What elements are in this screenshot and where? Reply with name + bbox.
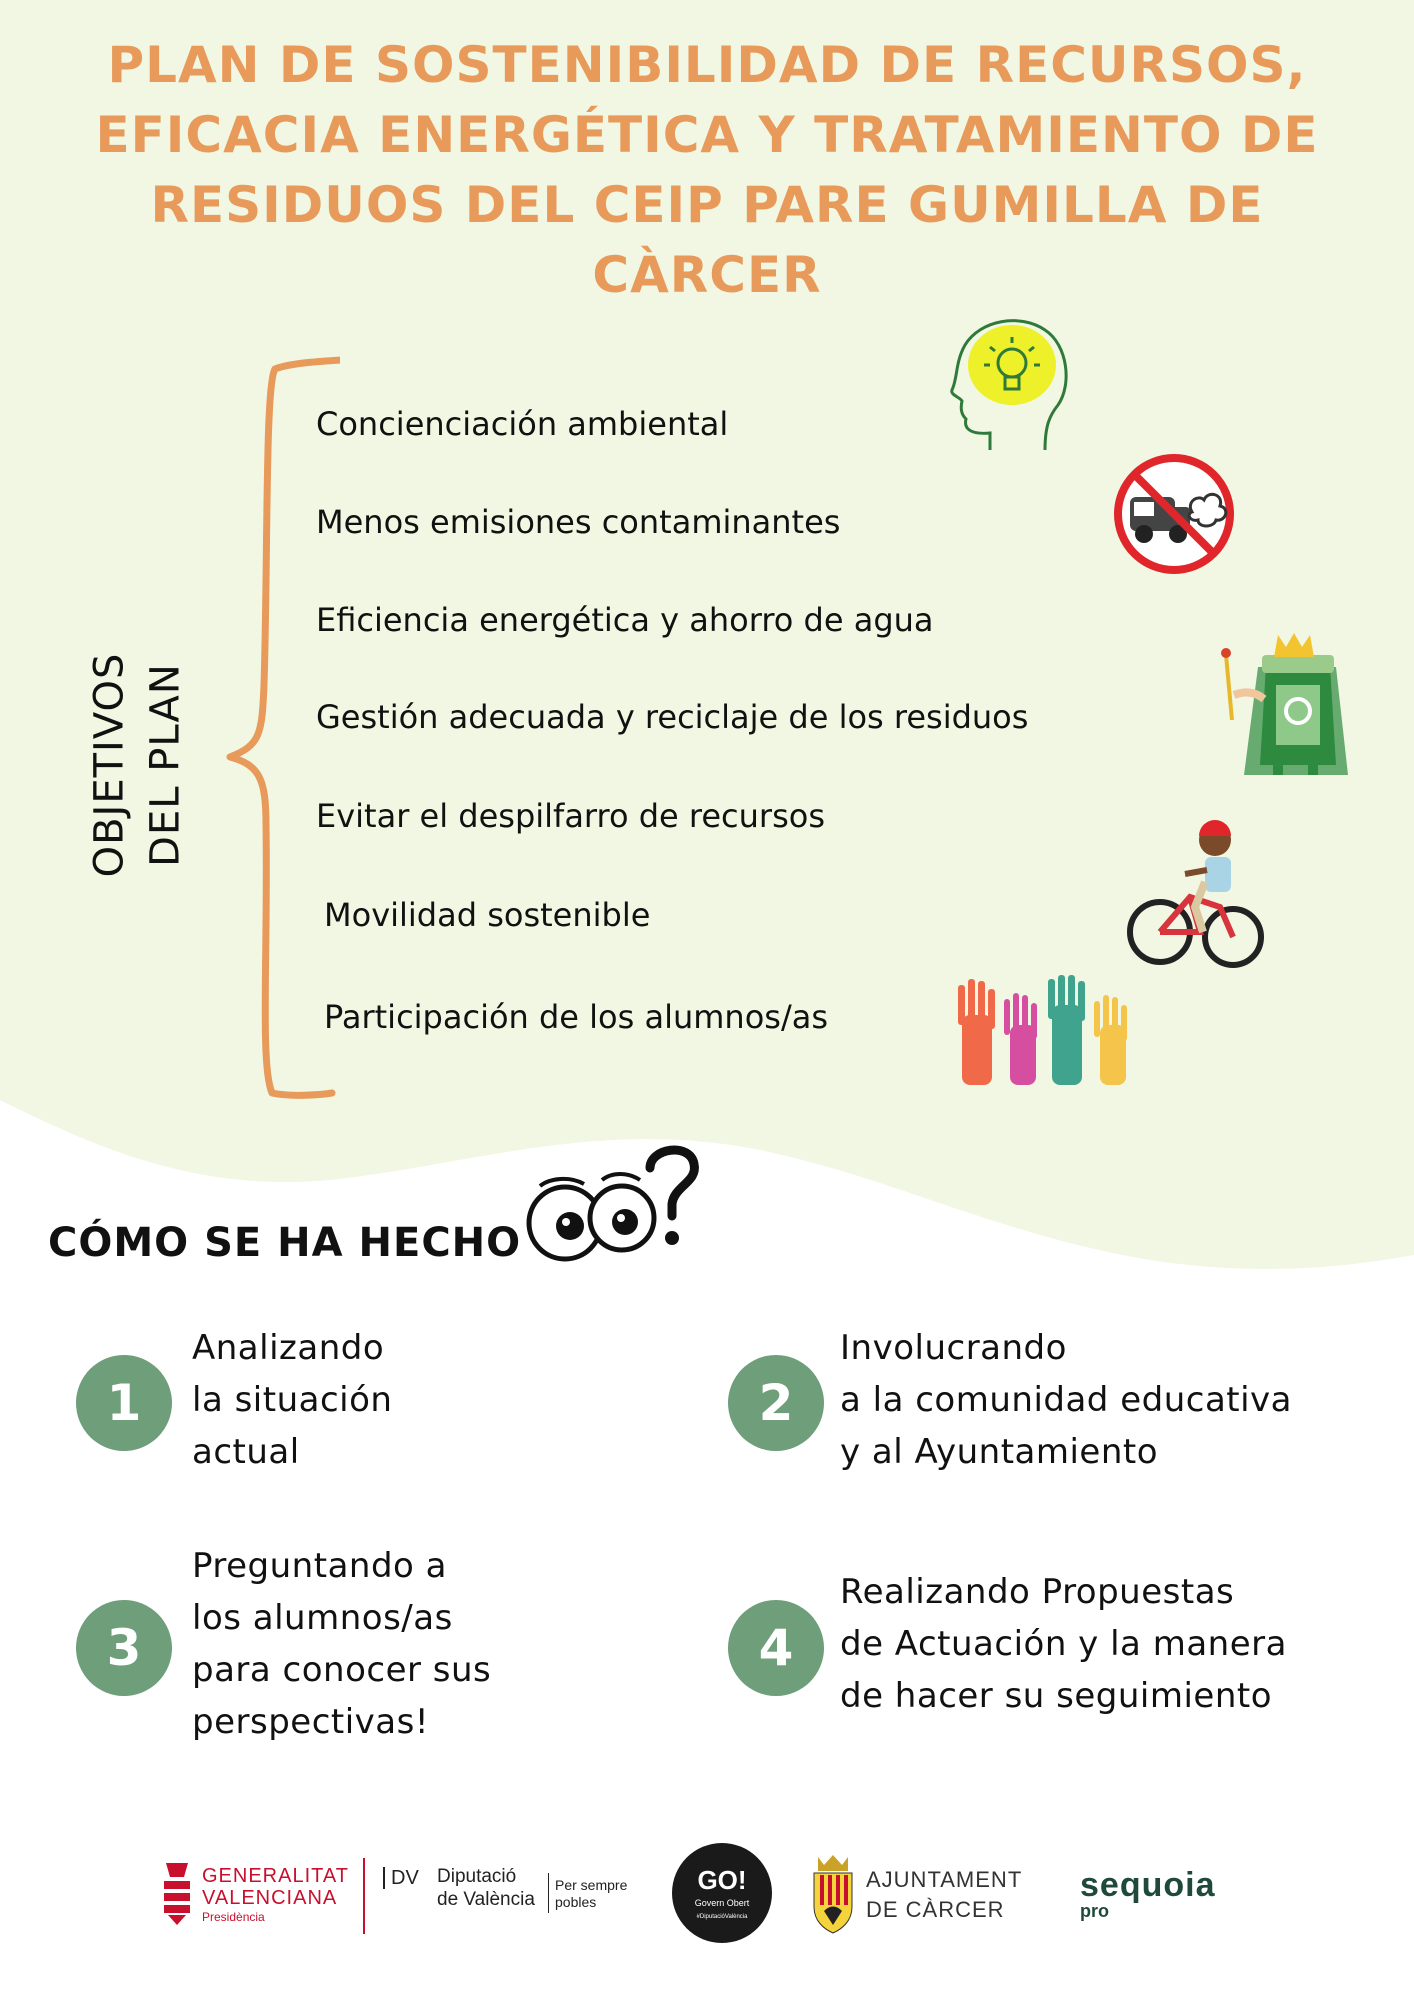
diputacio-line1: Diputació	[437, 1866, 517, 1887]
sequoia-line1: sequoia	[1080, 1866, 1216, 1904]
lightbulb-head-icon	[950, 315, 1075, 455]
objectives-label	[82, 630, 192, 900]
recycle-bin-hero-icon	[1218, 625, 1358, 780]
ajuntament-logo	[810, 1853, 1040, 1937]
go-big-text: GO!	[697, 1865, 747, 1895]
step-number-1: 1	[76, 1355, 172, 1451]
step-text-2: Involucrando a la comunidad educativa y al Ayuntamiento	[840, 1328, 1293, 1472]
diputacio-tag1: Per sempre	[555, 1877, 628, 1893]
objective-item: Menos emisiones contaminantes	[316, 503, 841, 541]
objective-item: Participación de los alumnos/as	[324, 998, 829, 1036]
step-text-4: Realizando Propuestas de Actuación y la manera de hacer su seguimiento	[840, 1572, 1287, 1716]
page-title: PLAN DE SOSTENIBILIDAD DE RECURSOS, EFICACIA ENERGÉTICA Y TRATAMIENTO DE RESIDUOS DEL CEIP PARE GUMILLA DE CÀRCER	[95, 36, 1319, 304]
objective-item: Eficiencia energética y ahorro de agua	[316, 601, 934, 639]
no-car-emissions-icon	[1112, 452, 1236, 576]
step-number-3: 3	[76, 1600, 172, 1696]
diputacio-tag2: pobles	[555, 1894, 597, 1910]
step-number-4: 4	[728, 1600, 824, 1696]
generalitat-line1: GENERALITAT	[202, 1865, 349, 1887]
objective-item: Concienciación ambiental	[316, 405, 729, 443]
ajuntament-line2: DE CÀRCER	[866, 1897, 1005, 1922]
objectives-label-line1: OBJETIVOS	[86, 652, 133, 878]
go-line1: Govern Obert	[694, 1898, 750, 1908]
child-bicycle-icon	[1125, 812, 1270, 977]
section-title: CÓMO SE HA HECHO	[48, 1220, 522, 1266]
ajuntament-line1: AJUNTAMENT	[866, 1867, 1023, 1892]
raised-hands-icon	[952, 975, 1157, 1085]
go-line2: #DiputacióValència	[696, 1914, 748, 1920]
step-number-2: 2	[728, 1355, 824, 1451]
objective-item: Gestión adecuada y reciclaje de los residuos	[316, 698, 1029, 736]
go-logo	[672, 1843, 772, 1943]
objective-item: Movilidad sostenible	[324, 896, 651, 934]
sequoia-line2: pro	[1080, 1901, 1109, 1921]
objectives-label-line2: DEL PLAN	[142, 663, 189, 867]
diputacio-logo	[383, 1865, 643, 1925]
step-text-3: Preguntando a los alumnos/as para conocer sus perspectivas!	[192, 1546, 492, 1742]
generalitat-emblem-icon	[160, 1857, 194, 1927]
diputacio-mark: DV	[383, 1867, 411, 1889]
generalitat-line2: VALENCIANA	[202, 1887, 338, 1909]
generalitat-line3: Presidència	[202, 1910, 265, 1924]
sequoia-logo	[1080, 1868, 1280, 1928]
step-text-1: Analizando la situación actual	[192, 1328, 393, 1472]
eyes-question-icon	[520, 1138, 705, 1273]
generalitat-logo	[160, 1855, 350, 1935]
diputacio-line2: de València	[437, 1889, 535, 1910]
carcer-coat-of-arms-icon	[810, 1853, 856, 1937]
objective-item: Evitar el despilfarro de recursos	[316, 797, 825, 835]
footer-divider	[363, 1858, 365, 1934]
